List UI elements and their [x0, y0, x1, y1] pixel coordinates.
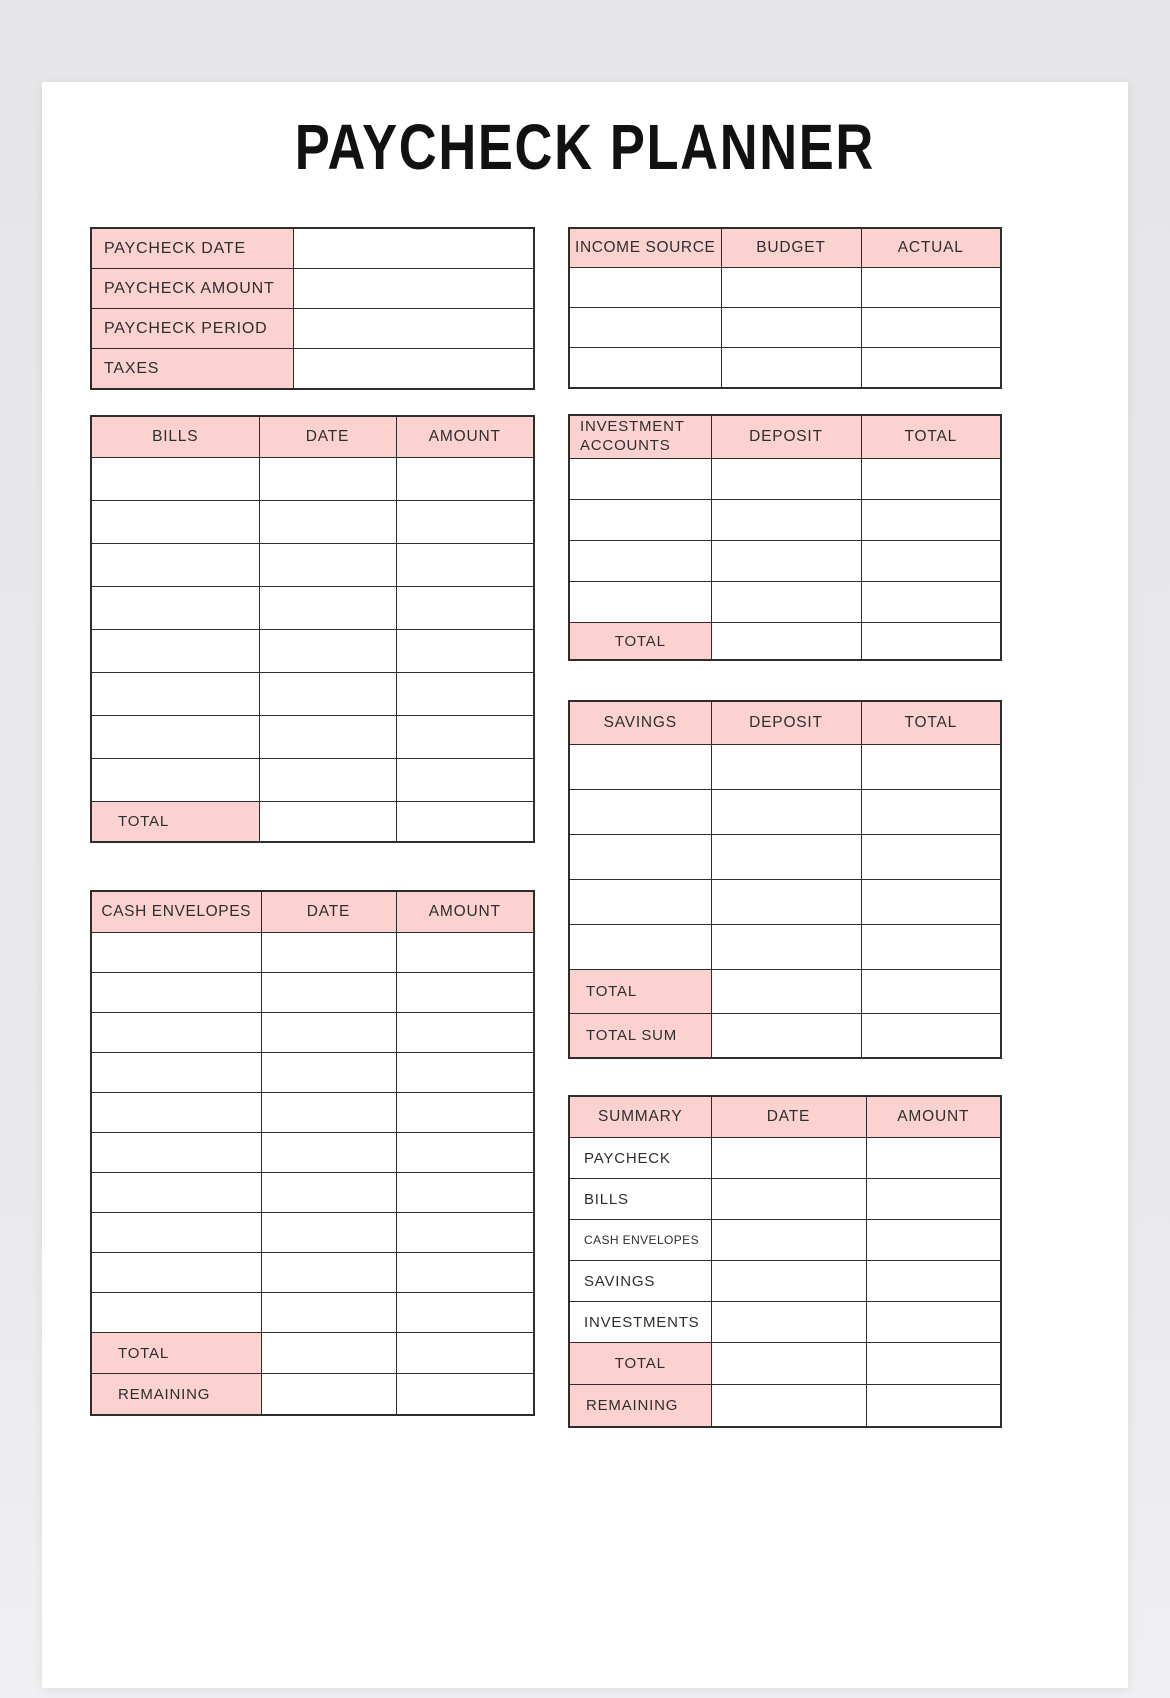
investment-name-cell [569, 500, 711, 541]
envelope-name-cell [91, 1213, 261, 1253]
page-title-text: PAYCHECK PLANNER [294, 111, 876, 183]
table-row [569, 541, 1001, 582]
table-row [91, 458, 534, 501]
envelope-date-cell [261, 1013, 396, 1053]
bill-amount-cell [396, 587, 534, 630]
envelope-amount-cell [396, 1093, 534, 1133]
savings-deposit-cell [711, 745, 861, 790]
summary-bills-date-cell [711, 1179, 866, 1220]
table-row [91, 973, 534, 1013]
table-row [91, 544, 534, 587]
savings-total-label: TOTAL [569, 970, 711, 1014]
table-row [91, 1213, 534, 1253]
envelope-date-cell [261, 1093, 396, 1133]
savings-total-cell [861, 835, 1001, 880]
cash-envelopes-remaining-row [91, 1374, 534, 1416]
bill-date-cell [259, 501, 396, 544]
savings-total-row [569, 970, 1001, 1014]
bill-name-cell [91, 587, 259, 630]
investment-deposit-cell [711, 582, 861, 623]
table-row [569, 268, 1001, 308]
savings-total-total-cell [861, 970, 1001, 1014]
cash-total-amount-cell [396, 1333, 534, 1374]
bill-name-cell [91, 759, 259, 802]
savings-total-deposit-cell [711, 970, 861, 1014]
savings-name-cell [569, 925, 711, 970]
bill-amount-cell [396, 673, 534, 716]
table-row [91, 1253, 534, 1293]
cash-envelopes-header-row [91, 891, 534, 933]
summary-paycheck-amount-cell [866, 1138, 1001, 1179]
income-header-row [569, 228, 1001, 268]
envelope-name-cell [91, 933, 261, 973]
investment-accounts-header: INVESTMENT ACCOUNTS [569, 415, 711, 459]
cash-envelopes-total-label: TOTAL [91, 1333, 261, 1374]
cash-remaining-date-cell [261, 1374, 396, 1416]
envelope-name-cell [91, 1053, 261, 1093]
table-row [569, 308, 1001, 348]
table-row [569, 925, 1001, 970]
envelope-amount-cell [396, 1293, 534, 1333]
investment-name-cell [569, 541, 711, 582]
date-header: DATE [711, 1096, 866, 1138]
paycheck-amount-label: PAYCHECK AMOUNT [91, 269, 293, 309]
table-row [91, 587, 534, 630]
bill-name-cell [91, 630, 259, 673]
table-row [569, 835, 1001, 880]
bill-amount-cell [396, 501, 534, 544]
savings-total-sum-deposit-cell [711, 1014, 861, 1059]
table-row [91, 269, 534, 309]
bills-total-amount-cell [396, 802, 534, 843]
investment-total-cell [861, 541, 1001, 582]
summary-cash-envelopes-date-cell [711, 1220, 866, 1261]
envelope-name-cell [91, 973, 261, 1013]
table-row [569, 745, 1001, 790]
planner-page [42, 82, 1128, 1688]
savings-deposit-cell [711, 925, 861, 970]
bills-header: BILLS [91, 416, 259, 458]
summary-savings-label: SAVINGS [569, 1261, 711, 1302]
savings-total-cell [861, 745, 1001, 790]
deposit-header: DEPOSIT [711, 701, 861, 745]
bill-name-cell [91, 716, 259, 759]
table-row [569, 790, 1001, 835]
savings-header-row [569, 701, 1001, 745]
summary-header: SUMMARY [569, 1096, 711, 1138]
summary-investments-date-cell [711, 1302, 866, 1343]
savings-total-cell [861, 790, 1001, 835]
paycheck-period-value-cell [293, 309, 534, 349]
paycheck-amount-value-cell [293, 269, 534, 309]
income-source-cell [569, 268, 721, 308]
savings-total-cell [861, 925, 1001, 970]
savings-total-sum-label: TOTAL SUM [569, 1014, 711, 1059]
table-row [91, 1053, 534, 1093]
summary-savings-amount-cell [866, 1261, 1001, 1302]
income-source-header: INCOME SOURCE [569, 228, 721, 268]
amount-header: AMOUNT [866, 1096, 1001, 1138]
cash-envelopes-remaining-label: REMAINING [91, 1374, 261, 1416]
table-row [91, 1013, 534, 1053]
savings-name-cell [569, 745, 711, 790]
investment-accounts-table [568, 414, 1002, 661]
envelope-name-cell [91, 1093, 261, 1133]
page-title [42, 110, 1128, 184]
savings-total-sum-total-cell [861, 1014, 1001, 1059]
bill-date-cell [259, 716, 396, 759]
bill-date-cell [259, 587, 396, 630]
taxes-label: TAXES [91, 349, 293, 390]
summary-bills-label: BILLS [569, 1179, 711, 1220]
taxes-value-cell [293, 349, 534, 390]
savings-deposit-cell [711, 880, 861, 925]
summary-investments-row [569, 1302, 1001, 1343]
table-row [569, 459, 1001, 500]
income-source-cell [569, 308, 721, 348]
bill-amount-cell [396, 759, 534, 802]
summary-paycheck-date-cell [711, 1138, 866, 1179]
date-header: DATE [259, 416, 396, 458]
investment-total-cell [861, 500, 1001, 541]
bill-name-cell [91, 544, 259, 587]
summary-cash-envelopes-row [569, 1220, 1001, 1261]
bill-date-cell [259, 673, 396, 716]
table-row [91, 1293, 534, 1333]
table-row [91, 759, 534, 802]
cash-envelopes-total-row [91, 1333, 534, 1374]
bill-date-cell [259, 544, 396, 587]
bill-date-cell [259, 458, 396, 501]
envelope-date-cell [261, 1173, 396, 1213]
deposit-header: DEPOSIT [711, 415, 861, 459]
summary-total-date-cell [711, 1343, 866, 1385]
envelope-date-cell [261, 973, 396, 1013]
investments-header-row [569, 415, 1001, 459]
summary-investments-label: INVESTMENTS [569, 1302, 711, 1343]
table-row [91, 933, 534, 973]
income-actual-cell [861, 348, 1001, 389]
budget-header: BUDGET [721, 228, 861, 268]
envelope-name-cell [91, 1173, 261, 1213]
income-budget-cell [721, 268, 861, 308]
cash-total-date-cell [261, 1333, 396, 1374]
envelope-date-cell [261, 1053, 396, 1093]
bills-table [90, 415, 535, 843]
table-row [569, 500, 1001, 541]
envelope-date-cell [261, 1253, 396, 1293]
summary-paycheck-label: PAYCHECK [569, 1138, 711, 1179]
table-row [91, 673, 534, 716]
table-row [91, 716, 534, 759]
summary-remaining-row [569, 1385, 1001, 1428]
envelope-name-cell [91, 1013, 261, 1053]
date-header: DATE [261, 891, 396, 933]
bills-total-label: TOTAL [91, 802, 259, 843]
summary-total-amount-cell [866, 1343, 1001, 1385]
amount-header: AMOUNT [396, 416, 534, 458]
income-budget-cell [721, 308, 861, 348]
table-row [91, 501, 534, 544]
investment-deposit-cell [711, 459, 861, 500]
table-row [91, 309, 534, 349]
envelope-amount-cell [396, 1053, 534, 1093]
table-row [91, 228, 534, 269]
summary-bills-amount-cell [866, 1179, 1001, 1220]
savings-table [568, 700, 1002, 1059]
bill-amount-cell [396, 458, 534, 501]
envelope-date-cell [261, 1293, 396, 1333]
envelope-date-cell [261, 933, 396, 973]
table-row [569, 582, 1001, 623]
investment-name-cell [569, 582, 711, 623]
savings-deposit-cell [711, 835, 861, 880]
bill-amount-cell [396, 716, 534, 759]
table-row [91, 1133, 534, 1173]
investments-total-total-cell [861, 623, 1001, 661]
investment-deposit-cell [711, 500, 861, 541]
summary-total-row [569, 1343, 1001, 1385]
envelope-amount-cell [396, 1013, 534, 1053]
savings-deposit-cell [711, 790, 861, 835]
envelope-amount-cell [396, 1213, 534, 1253]
actual-header: ACTUAL [861, 228, 1001, 268]
savings-total-sum-row [569, 1014, 1001, 1059]
summary-bills-row [569, 1179, 1001, 1220]
summary-cash-envelopes-amount-cell [866, 1220, 1001, 1261]
savings-header: SAVINGS [569, 701, 711, 745]
envelope-amount-cell [396, 933, 534, 973]
envelope-name-cell [91, 1253, 261, 1293]
income-actual-cell [861, 268, 1001, 308]
summary-total-label: TOTAL [569, 1343, 711, 1385]
total-header: TOTAL [861, 701, 1001, 745]
amount-header: AMOUNT [396, 891, 534, 933]
paycheck-date-value-cell [293, 228, 534, 269]
savings-total-cell [861, 880, 1001, 925]
envelope-name-cell [91, 1133, 261, 1173]
summary-savings-row [569, 1261, 1001, 1302]
cash-remaining-amount-cell [396, 1374, 534, 1416]
income-budget-cell [721, 348, 861, 389]
total-header: TOTAL [861, 415, 1001, 459]
paycheck-date-label: PAYCHECK DATE [91, 228, 293, 269]
summary-remaining-date-cell [711, 1385, 866, 1428]
bill-date-cell [259, 630, 396, 673]
paycheck-period-label: PAYCHECK PERIOD [91, 309, 293, 349]
paycheck-info-table [90, 227, 535, 390]
table-row [569, 880, 1001, 925]
summary-savings-date-cell [711, 1261, 866, 1302]
investment-deposit-cell [711, 541, 861, 582]
summary-investments-amount-cell [866, 1302, 1001, 1343]
investment-total-cell [861, 582, 1001, 623]
bills-total-date-cell [259, 802, 396, 843]
cash-envelopes-header: CASH ENVELOPES [91, 891, 261, 933]
bills-total-row [91, 802, 534, 843]
income-source-cell [569, 348, 721, 389]
investments-total-label: TOTAL [569, 623, 711, 661]
bill-amount-cell [396, 544, 534, 587]
investment-total-cell [861, 459, 1001, 500]
cash-envelopes-table [90, 890, 535, 1416]
table-row [91, 630, 534, 673]
income-source-table [568, 227, 1002, 389]
savings-name-cell [569, 790, 711, 835]
investments-total-deposit-cell [711, 623, 861, 661]
bill-name-cell [91, 501, 259, 544]
bill-date-cell [259, 759, 396, 802]
bill-name-cell [91, 673, 259, 716]
envelope-amount-cell [396, 1173, 534, 1213]
envelope-name-cell [91, 1293, 261, 1333]
table-row [91, 1093, 534, 1133]
table-row [91, 349, 534, 390]
savings-name-cell [569, 835, 711, 880]
table-row [91, 1173, 534, 1213]
envelope-date-cell [261, 1133, 396, 1173]
summary-paycheck-row [569, 1138, 1001, 1179]
envelope-date-cell [261, 1213, 396, 1253]
envelope-amount-cell [396, 1253, 534, 1293]
savings-name-cell [569, 880, 711, 925]
bills-header-row [91, 416, 534, 458]
bill-name-cell [91, 458, 259, 501]
income-actual-cell [861, 308, 1001, 348]
summary-table [568, 1095, 1002, 1428]
envelope-amount-cell [396, 1133, 534, 1173]
envelope-amount-cell [396, 973, 534, 1013]
summary-remaining-amount-cell [866, 1385, 1001, 1428]
summary-cash-envelopes-label: CASH ENVELOPES [569, 1220, 711, 1261]
investment-name-cell [569, 459, 711, 500]
table-row [569, 348, 1001, 389]
investments-total-row [569, 623, 1001, 661]
summary-header-row [569, 1096, 1001, 1138]
summary-remaining-label: REMAINING [569, 1385, 711, 1428]
bill-amount-cell [396, 630, 534, 673]
